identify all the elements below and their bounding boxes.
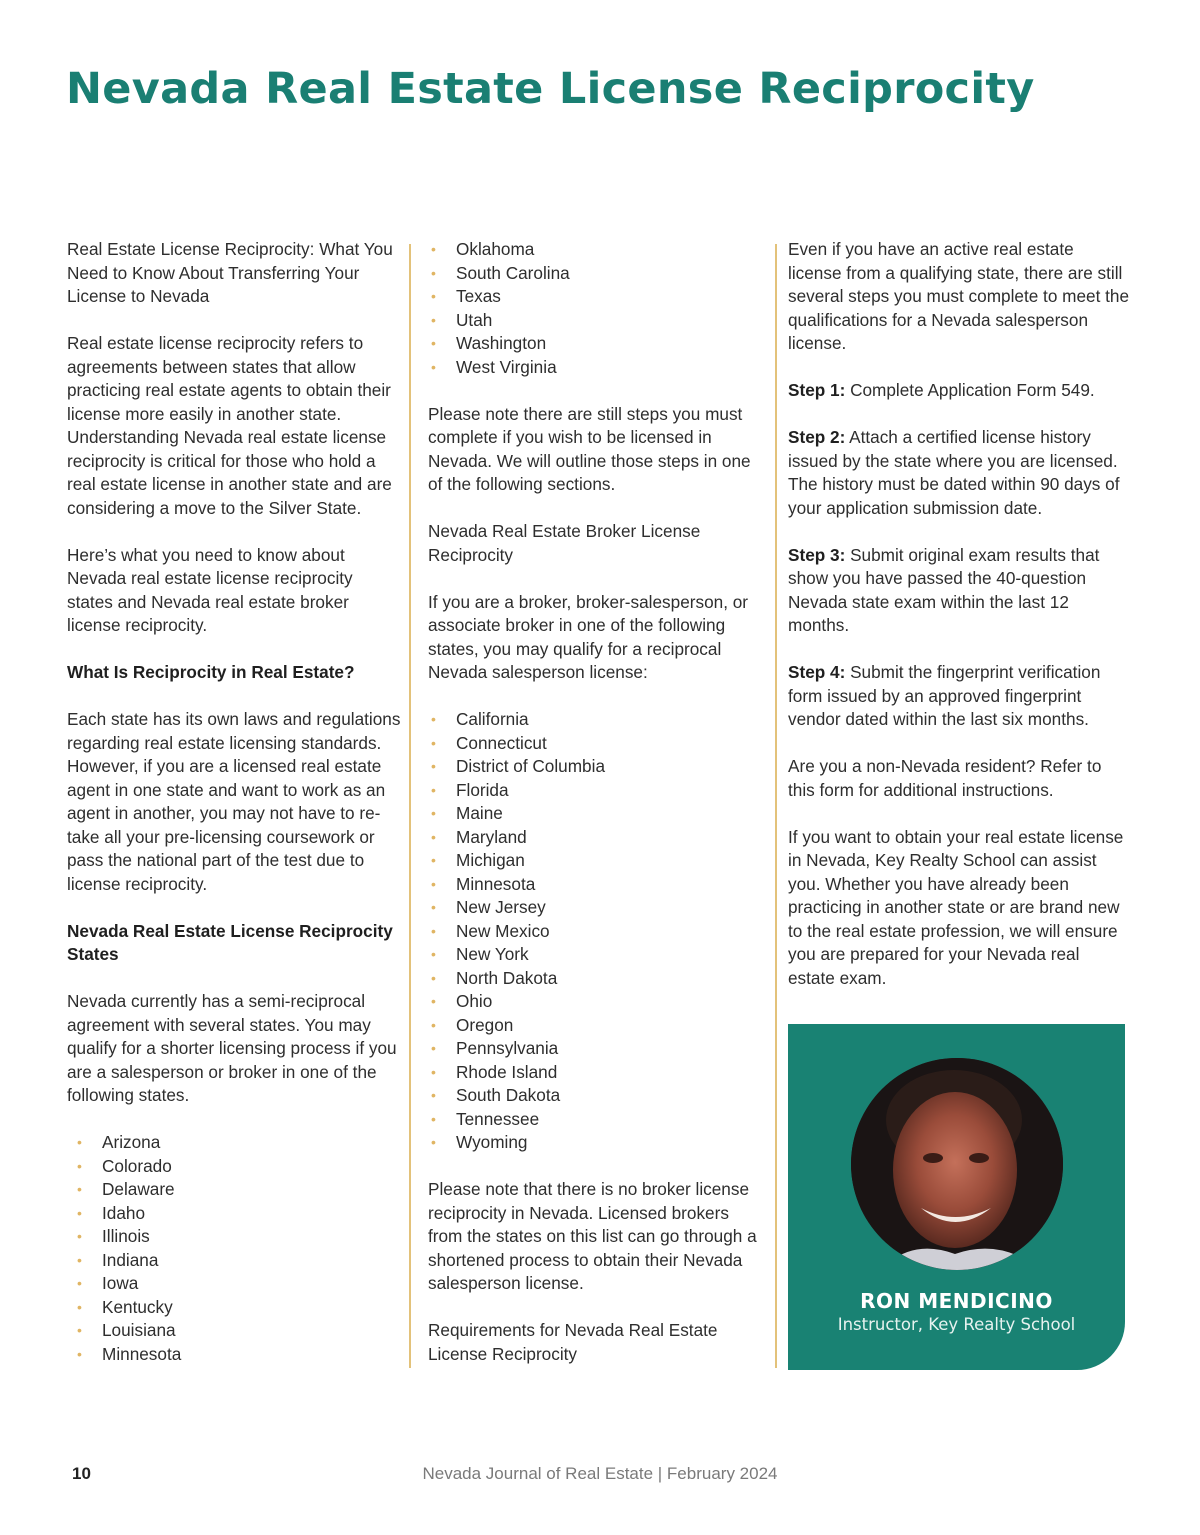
paragraph: Each state has its own laws and regulations regarding real estate licensing standards. However, if you are a licensed real estate agent in one state and want to work as an agent in another, you may not have to re-take all your pre-licensing coursework or pass the national part of the test due to license reciprocity. bbox=[67, 709, 401, 894]
paragraph: Please note that there is no broker license reciprocity in Nevada. Licensed brokers from the states on this list can go through a shortened process to obtain their Nevada salesperson license. bbox=[428, 1179, 757, 1293]
reciprocity-states-list bbox=[67, 1131, 403, 1366]
section-heading: What Is Reciprocity in Real Estate? bbox=[67, 662, 355, 682]
step-text: Submit original exam results that show you have passed the 40-question Nevada state exam within the last 12 months. bbox=[788, 544, 1100, 635]
paragraph: Requirements for Nevada Real Estate License Reciprocity bbox=[428, 1320, 718, 1364]
list-item: • Texas bbox=[421, 285, 766, 309]
list-item: • New York bbox=[421, 943, 766, 967]
list-item: • Louisiana bbox=[67, 1319, 403, 1343]
paragraph: Please note there are still steps you must complete if you wish to be licensed in Nevada. We will outline those steps in one of the following sections. bbox=[428, 403, 751, 494]
list-item: • Maine bbox=[421, 802, 766, 826]
list-item: • Illinois bbox=[67, 1225, 403, 1249]
paragraph: If you want to obtain your real estate license in Nevada, Key Realty School can assist you. Whether you have already been practicing in another state or are brand new to the real estate profession, we will ensure you are prepared for your Nevada real estate exam. bbox=[788, 826, 1124, 988]
list-item: • Rhode Island bbox=[421, 1061, 766, 1085]
step-1 bbox=[788, 379, 1130, 403]
list-item: • Iowa bbox=[67, 1272, 403, 1296]
step-label: Step 3: bbox=[788, 544, 846, 565]
footer-publication: Nevada Journal of Real Estate | February 2024 bbox=[422, 1464, 778, 1483]
author-name: RON MENDICINO bbox=[860, 1289, 1053, 1313]
paragraph: Here’s what you need to know about Nevada real estate license reciprocity states and Nevada real estate broker license reciprocity. bbox=[67, 544, 353, 635]
list-item: • Tennessee bbox=[421, 1108, 766, 1132]
author-role: Instructor, Key Realty School bbox=[837, 1315, 1076, 1334]
reciprocity-states-list-continued bbox=[421, 238, 766, 379]
list-item: • New Mexico bbox=[421, 920, 766, 944]
avatar bbox=[851, 1058, 1063, 1270]
list-item: • California bbox=[421, 708, 766, 732]
intro-heading: Real Estate License Reciprocity: What You Need to Know About Transferring Your License to Nevada bbox=[67, 239, 393, 306]
list-item: • Pennsylvania bbox=[421, 1037, 766, 1061]
list-item: • Kentucky bbox=[67, 1296, 403, 1320]
step-label: Step 2: bbox=[788, 427, 846, 447]
paragraph: Are you a non-Nevada resident? Refer to this form for additional instructions. bbox=[788, 756, 1102, 800]
list-item: • Wyoming bbox=[421, 1131, 766, 1155]
step-label: Step 4: bbox=[788, 662, 846, 682]
list-item: • Indiana bbox=[67, 1249, 403, 1273]
list-item: • Colorado bbox=[67, 1155, 403, 1179]
step-3 bbox=[788, 544, 1130, 638]
list-item: • District of Columbia bbox=[421, 755, 766, 779]
column-2 bbox=[428, 238, 766, 1366]
section-heading: Nevada Real Estate License Reciprocity States bbox=[67, 920, 393, 964]
portrait-photo-icon bbox=[851, 1058, 1063, 1270]
step-text: Complete Application Form 549. bbox=[845, 380, 1095, 400]
paragraph: Nevada currently has a semi-reciprocal agreement with several states. You may qualify for a shorter licensing process if you are a salesperson or broker in one of the following states. bbox=[67, 991, 397, 1105]
page-number: 10 bbox=[72, 1464, 91, 1483]
step-label: Step 1: bbox=[788, 380, 846, 400]
step-2 bbox=[788, 426, 1130, 520]
list-item: • Idaho bbox=[67, 1202, 403, 1226]
list-item: • South Carolina bbox=[421, 262, 766, 286]
step-4 bbox=[788, 661, 1130, 732]
step-text: Attach a certified license history issued by the state where you are licensed. The history must be dated within 90 days of your application submission date. bbox=[788, 427, 1120, 518]
list-item: • West Virginia bbox=[421, 356, 766, 380]
list-item: • South Dakota bbox=[421, 1084, 766, 1108]
broker-states-list bbox=[421, 708, 766, 1155]
list-item: • Delaware bbox=[67, 1178, 403, 1202]
list-item: • Connecticut bbox=[421, 732, 766, 756]
list-item: • Ohio bbox=[421, 990, 766, 1014]
paragraph: Nevada Real Estate Broker License Reciprocity bbox=[428, 521, 701, 565]
column-3 bbox=[788, 238, 1130, 990]
paragraph: Even if you have an active real estate license from a qualifying state, there are still several steps you must complete to meet the qualifications for a Nevada salesperson license. bbox=[788, 239, 1130, 353]
column-divider-2 bbox=[775, 244, 777, 1368]
step-text: Submit the fingerprint verification form issued by an approved fingerprint vendor dated within the last six months. bbox=[788, 662, 1101, 729]
list-item: • Florida bbox=[421, 779, 766, 803]
list-item: • Arizona bbox=[67, 1131, 403, 1155]
page-title: Nevada Real Estate License Reciprocity bbox=[66, 64, 1035, 114]
column-1 bbox=[67, 238, 403, 1366]
list-item: • Washington bbox=[421, 332, 766, 356]
paragraph: Real estate license reciprocity refers to agreements between states that allow practicing real estate agents to obtain their license more easily in another state. Understanding Nevada real estate license reciprocity is critical for those who hold a real estate license in another state and are considering a move to the Silver State. bbox=[67, 333, 392, 518]
list-item: • Utah bbox=[421, 309, 766, 333]
list-item: • Oregon bbox=[421, 1014, 766, 1038]
list-item: • Minnesota bbox=[67, 1343, 403, 1367]
list-item: • Michigan bbox=[421, 849, 766, 873]
list-item: • Minnesota bbox=[421, 873, 766, 897]
list-item: • New Jersey bbox=[421, 896, 766, 920]
paragraph: If you are a broker, broker-salesperson, or associate broker in one of the following states, you may qualify for a reciprocal Nevada salesperson license: bbox=[428, 591, 749, 682]
column-divider-1 bbox=[409, 244, 411, 1368]
list-item: • North Dakota bbox=[421, 967, 766, 991]
list-item: • Maryland bbox=[421, 826, 766, 850]
author-card bbox=[788, 1024, 1125, 1370]
list-item: • Oklahoma bbox=[421, 238, 766, 262]
